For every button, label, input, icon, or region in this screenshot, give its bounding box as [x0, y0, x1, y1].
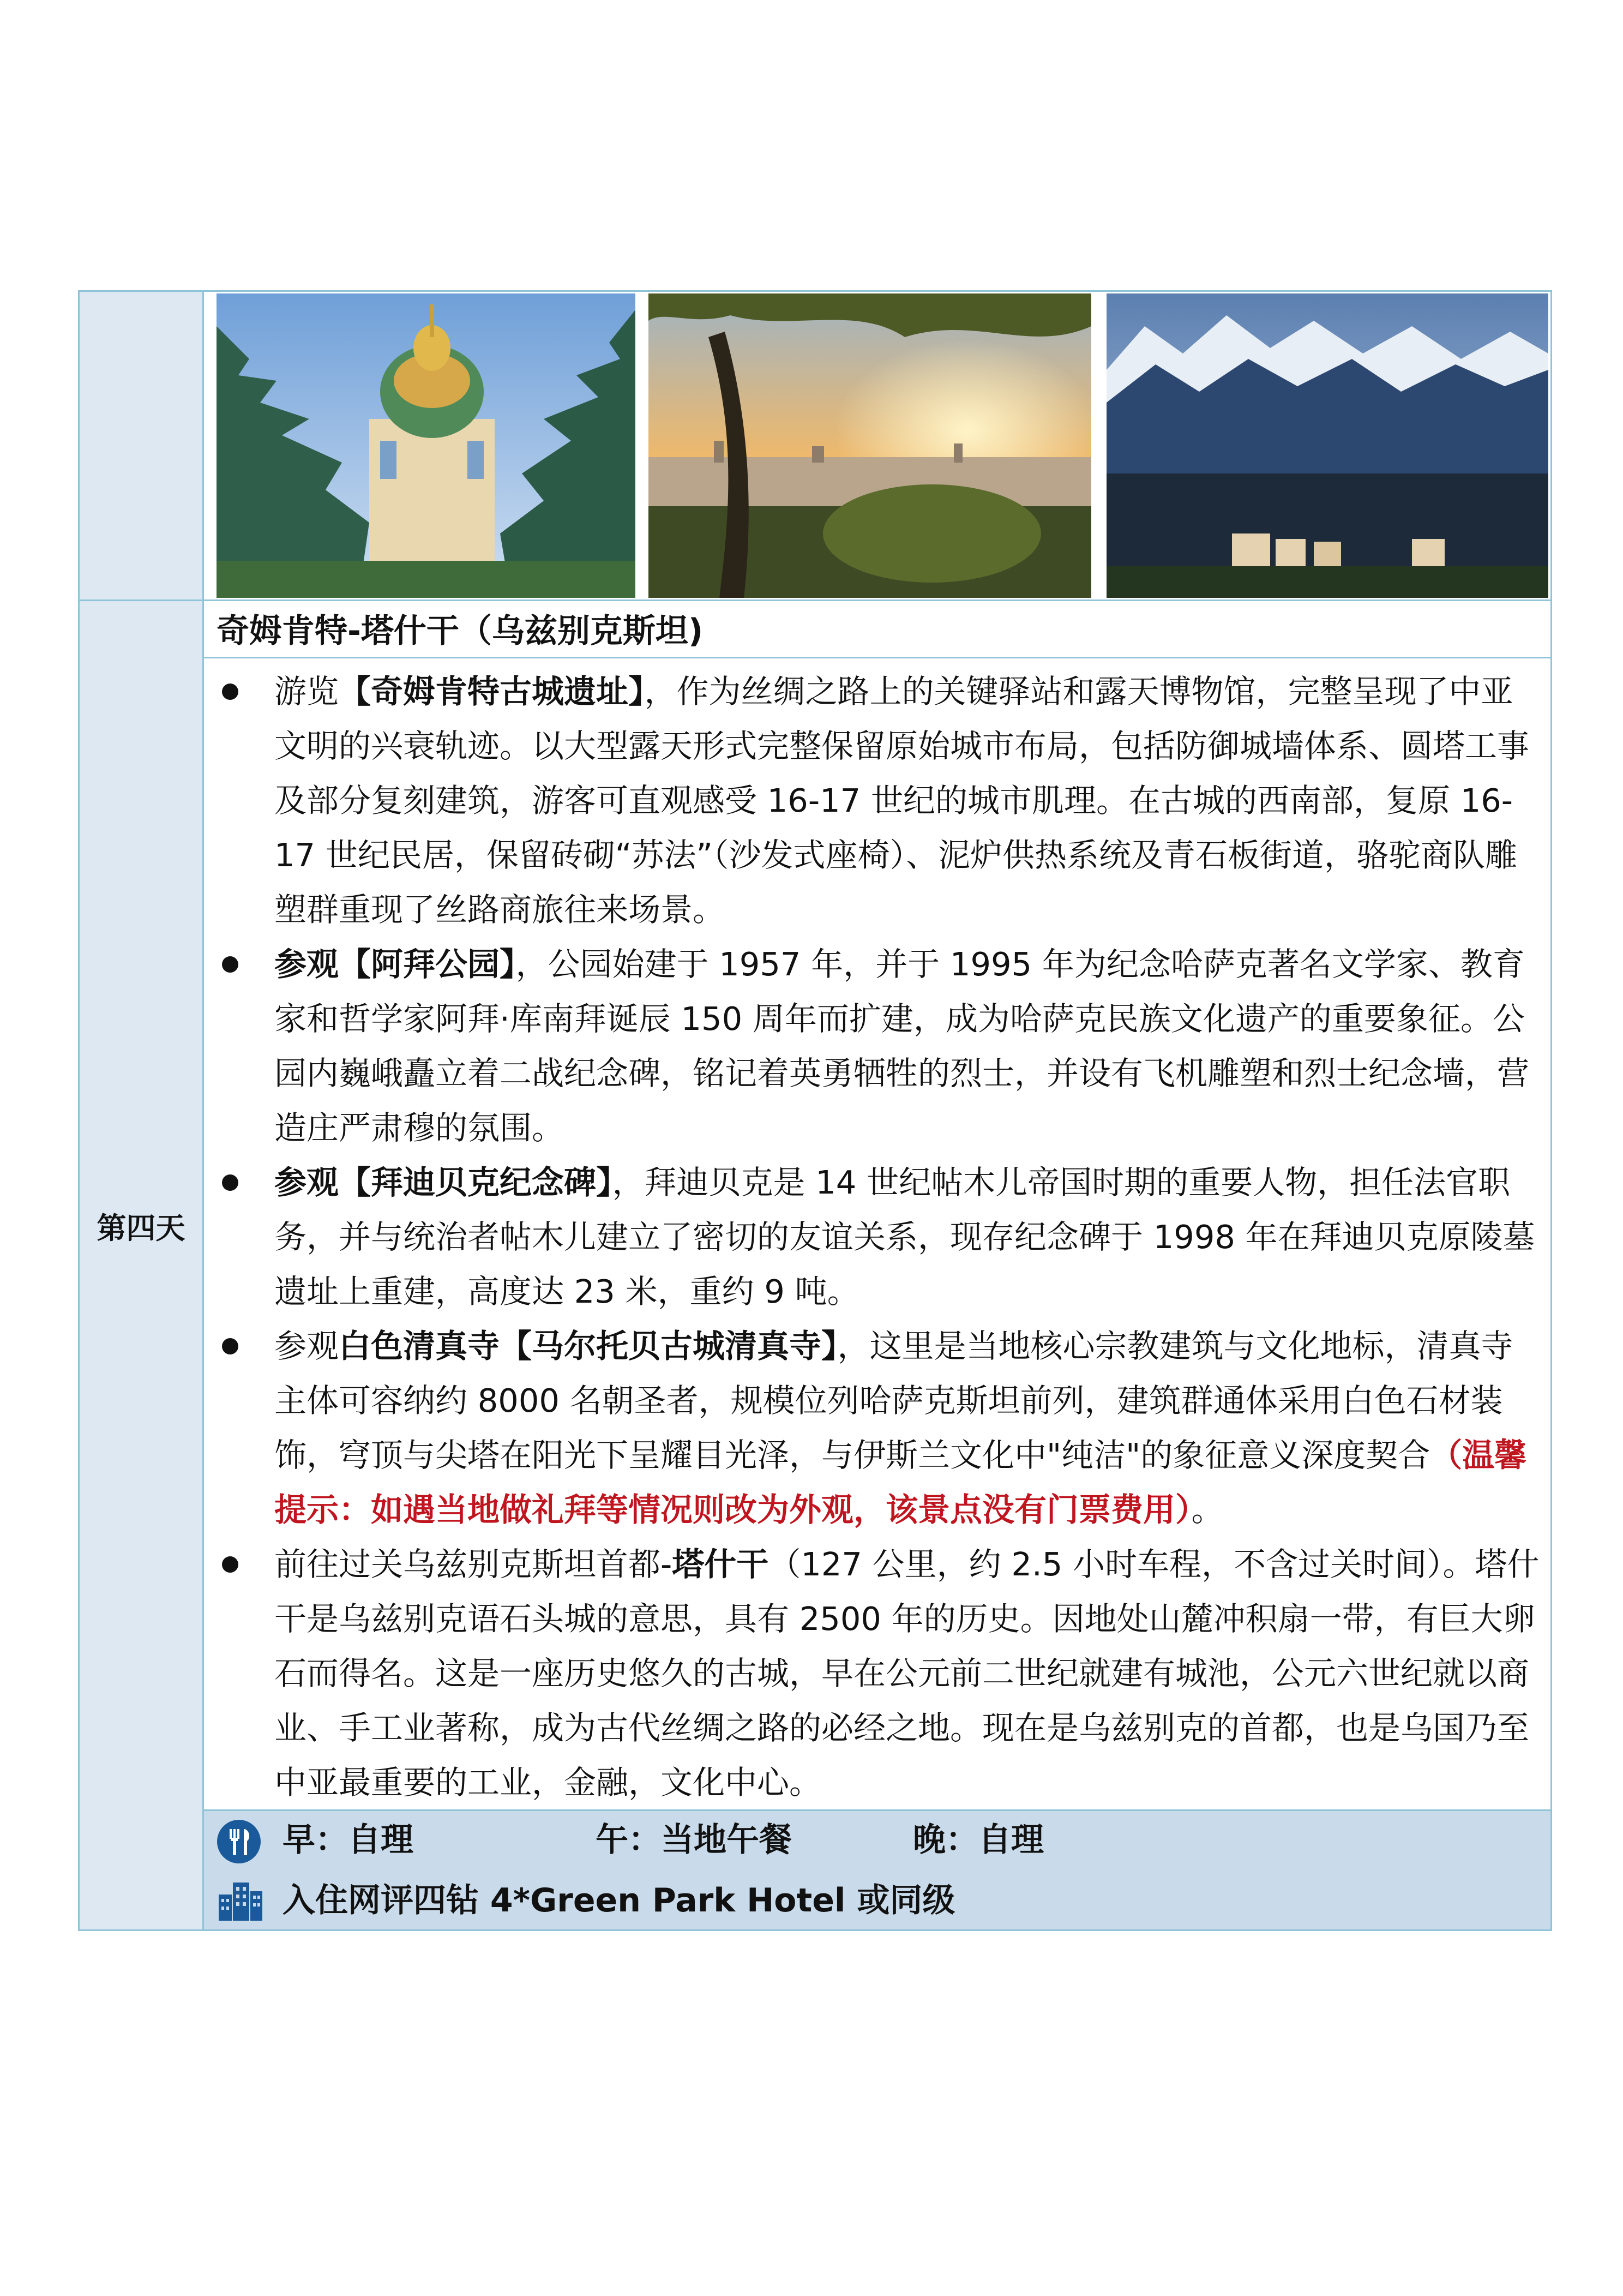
hotel-name: 入住网评四钻 4*Green Park Hotel 或同级: [282, 1881, 955, 1920]
list-item: 参观【拜迪贝克纪念碑】，拜迪贝克是 14 世纪帖木儿帝国时期的重要人物，担任法官职务，并与统治者帖木儿建立了密切的友谊关系，现存纪念碑于 1998 年在拜迪贝克原陵墓遗址上重建，高度达 23 米，重约 9 吨。: [217, 1155, 1542, 1319]
warning-note: （温馨提示：如遇当地做礼拜等情况则改为外观，该景点没有门票费用）: [274, 1436, 1527, 1528]
lunch-label: 午：当地午餐: [596, 1821, 792, 1859]
day-label: 第四天: [97, 1211, 185, 1245]
list-item: 参观【阿拜公园】，公园始建于 1957 年，并于 1995 年为纪念哈萨克著名文学家、教育家和哲学家阿拜·库南拜诞辰 150 周年而扩建，成为哈萨克民族文化遗产的重要象征。公园内巍峨矗立着二战纪念碑，铭记着英勇牺牲的烈士，并设有飞机雕塑和烈士纪念墙，营造庄严肃穆的氛围。: [217, 937, 1542, 1155]
route-title: 奇姆肯特-塔什干（乌兹别克斯坦): [217, 612, 704, 650]
breakfast-label: 早：自理: [282, 1821, 413, 1859]
day-table-border: [78, 290, 1552, 1931]
list-item: 游览【奇姆肯特古城遗址】，作为丝绸之路上的关键驿站和露天博物馆，完整呈现了中亚文明的兴衰轨迹。以大型露天形式完整保留原始城市布局，包括防御城墙体系、圆塔工事及部分复刻建筑，游客可直观感受 16-17 世纪的城市肌理。在古城的西南部，复原 16-17 世纪民居，保留砖砌“苏法”（沙发式座椅）、泥炉供热系统及青石板街道，骆驼商队雕塑群重现了丝路商旅往来场景。: [217, 664, 1542, 937]
list-item: 参观白色清真寺【马尔托贝古城清真寺】，这里是当地核心宗教建筑与文化地标，清真寺主体可容纳约 8000 名朝圣者，规模位列哈萨克斯坦前列，建筑群通体采用白色石材装饰，穹顶与尖塔在阳光下呈耀目光泽，与伊斯兰文化中"纯洁"的象征意义深度契合（温馨提示：如遇当地做礼拜等情况则改为外观，该景点没有门票费用）。: [217, 1319, 1542, 1537]
list-item: 前往过关乌兹别克斯坦首都-塔什干（127 公里，约 2.5 小时车程，不含过关时间）。塔什干是乌兹别克语石头城的意思，具有 2500 年的历史。因地处山麓冲积扇一带，有巨大卵石而得名。这是一座历史悠久的古城，早在公元前二世纪就建有城池，公元六世纪就以商业、手工业著称，成为古代丝绸之路的必经之地。现在是乌兹别克的首都，也是乌国乃至中亚最重要的工业，金融，文化中心。: [217, 1537, 1542, 1810]
dinner-label: 晚：自理: [913, 1821, 1044, 1859]
